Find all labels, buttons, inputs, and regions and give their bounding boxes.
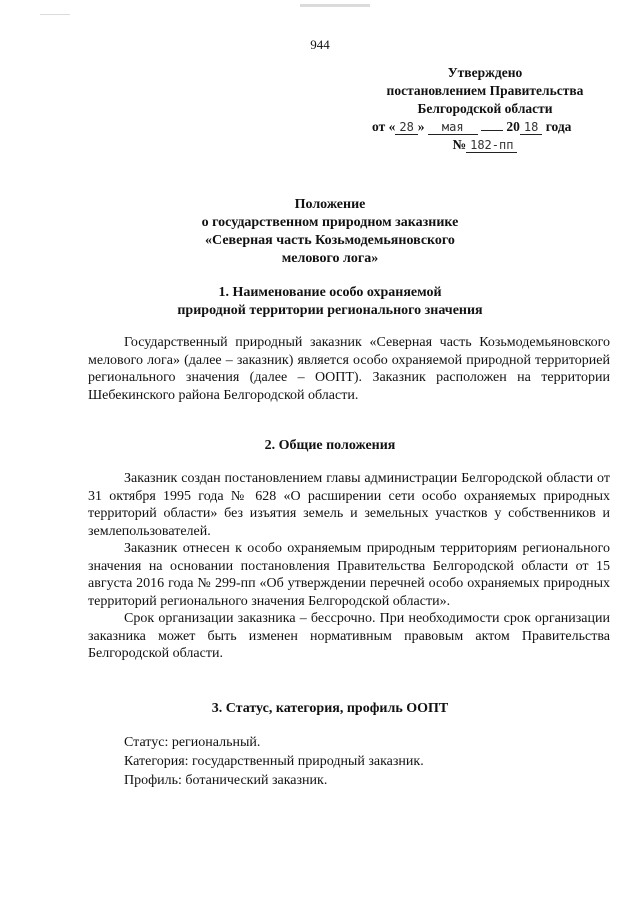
approval-number [360,136,610,154]
section-2-heading: 2. Общие положения [264,438,396,453]
scan-artifact [40,14,70,15]
approval-line-3: Белгородской области [417,101,553,116]
section-1-heading-line-1: 1. Наименование особо охраняемой [218,285,442,300]
date-mid: » [417,119,425,134]
approval-stamp [360,64,610,154]
date-blank [481,130,503,131]
section-1-heading-line-2: природной территории регионального значения [177,303,483,318]
profile-line: Профиль: ботанический заказник. [124,773,328,788]
section-3-body [124,733,424,790]
section-1-body [88,334,610,404]
section-2-paragraph-1: Заказник создан постановлением главы администрации Белгородской области от 31 октября 1995 года № 628 «О расширении сети особо охраняемых природных территорий области» без изъятия земель и земельных участков у собственников и землепользователей. [88,471,610,539]
status-line: Статус: региональный. [124,735,261,750]
date-prefix: от « [372,119,396,134]
approval-line-1: Утверждено [447,65,523,80]
date-month: мая [428,120,478,135]
date-day: 28 [395,120,417,135]
date-suffix: года [545,119,572,134]
category-line: Категория: государственный природный заказник. [124,754,424,769]
title-line-3: «Северная часть Козьмодемьяновского [205,233,455,248]
title-line-1: Положение [294,197,366,212]
approval-date [360,118,610,136]
date-year-suffix: 18 [520,120,542,135]
section-3-heading: 3. Статус, категория, профиль ООПТ [211,701,449,716]
section-1-heading [150,284,510,320]
section-2-paragraph-2: Заказник отнесен к особо охраняемым природным территориям регионального значения на основании постановления Правительства Белгородской области от 15 августа 2016 года № 299-пп «Об утверждении перечней особо охраняемых природных территорий регионального значения Белгородской области». [88,541,610,609]
title-line-2: о государственном природном заказнике [201,215,459,230]
approval-line-2: постановлением Правительства [386,83,584,98]
number-value: 182-пп [466,138,517,153]
document-title [150,196,510,268]
section-2-body [88,470,610,663]
title-line-4: мелового лога» [281,251,379,266]
section-2-paragraph-3: Срок организации заказника – бессрочно. При необходимости срок организации заказника может быть изменен нормативным правовым актом Правительства Белгородской области. [88,611,610,661]
date-year-prefix: 20 [506,119,520,134]
page-number: 944 [310,37,330,52]
scan-artifact [300,4,370,7]
number-prefix: № [452,137,467,152]
section-1-paragraph-1: Государственный природный заказник «Северная часть Козьмодемьяновского мелового лога» (далее – заказник) является особо охраняемой природной территорией регионального значения (далее – ООПТ). Заказник расположен на территории Шебекинского района Белгородской области. [88,335,610,403]
